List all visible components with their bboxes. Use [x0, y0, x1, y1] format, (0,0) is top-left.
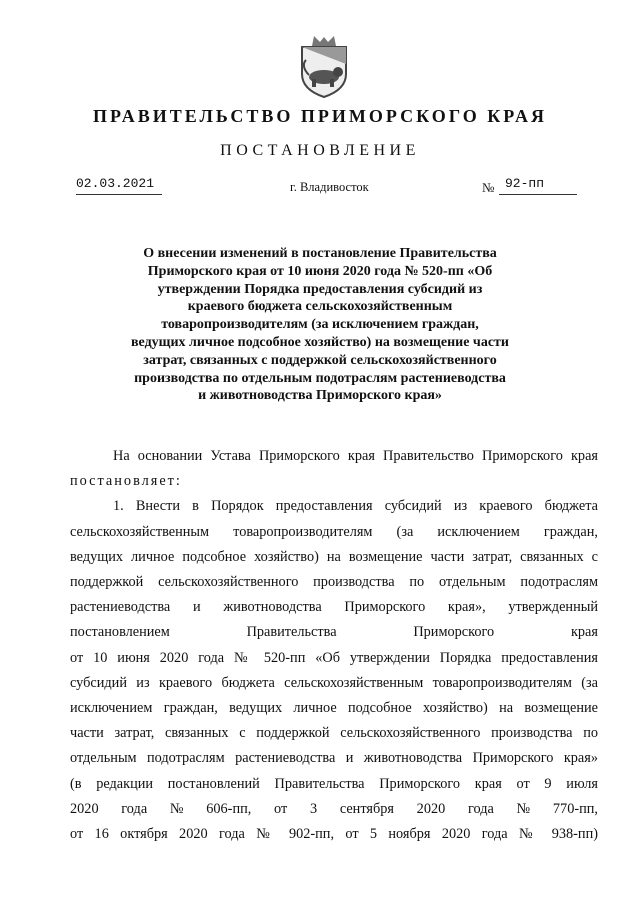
body-word: №	[516, 800, 531, 817]
heading-line: Приморского края от 10 июня 2020 года № 520-пп «Об	[147, 263, 493, 279]
heading-line: ведущих личное подсобное хозяйство) на возмещение части	[131, 334, 509, 350]
document-city: г. Владивосток	[290, 180, 369, 194]
body-word: №	[169, 800, 184, 817]
body-word: года	[121, 800, 148, 817]
body-line: исключением граждан, ведущих личное подсобное хозяйство) на возмещение	[70, 700, 598, 717]
body-line: сельскохозяйственным товаропроизводителям (за исключением граждан,	[70, 523, 598, 540]
body-line: ведущих личное подсобное хозяйство) на возмещение части затрат, связанных с	[70, 548, 598, 565]
document-type: ПОСТАНОВЛЕНИЕ	[220, 142, 420, 159]
body-word: Приморского	[413, 624, 495, 641]
body-word: Правительства	[246, 624, 337, 641]
body-line: от 16 октября 2020 года № 902-пп, от 5 ноября 2020 года № 938-пп)	[70, 826, 598, 843]
heading-line: производства по отдельным подотраслям растениеводства	[134, 370, 506, 386]
body-line: (в редакции постановлений Правительства Приморского края от 9 июля	[70, 775, 598, 792]
body-line: На основании Устава Приморского края Правительство Приморского края	[113, 448, 598, 464]
body-word: сентября	[339, 800, 394, 817]
body-line: отдельным подотраслям растениеводства и животноводства Приморского края»	[70, 750, 598, 767]
body-line: постановляет:	[70, 473, 182, 490]
body-line: от 10 июня 2020 года № 520-пп «Об утверждении Порядка предоставления	[70, 649, 598, 666]
document-body	[70, 444, 598, 847]
body-word: 3	[309, 800, 318, 817]
government-title: ПРАВИТЕЛЬСТВО ПРИМОРСКОГО КРАЯ	[93, 106, 547, 126]
body-line: поддержкой сельскохозяйственного производства по отдельным подотраслям	[70, 574, 598, 591]
document-heading	[90, 245, 550, 405]
primorsky-coat-of-arms-icon	[292, 34, 356, 98]
heading-line: утверждении Порядка предоставления субсидий из	[157, 281, 483, 297]
heading-line: краевого бюджета сельскохозяйственным	[187, 299, 453, 315]
body-line: 1. Внести в Порядок предоставления субсидий из краевого бюджета	[113, 498, 598, 515]
heading-line: О внесении изменений в постановление Правительства	[143, 246, 497, 261]
body-word: 2020	[70, 800, 99, 817]
heading-line: товаропроизводителям (за исключением граждан,	[161, 317, 479, 333]
body-line: части затрат, связанных с поддержкой сельскохозяйственного производства по	[70, 725, 598, 742]
date-underline	[76, 194, 162, 195]
number-sign: №	[482, 180, 495, 195]
body-line: субсидий из краевого бюджета сельскохозяйственным товаропроизводителям (за	[70, 674, 598, 691]
heading-line: затрат, связанных с поддержкой сельскохозяйственного	[143, 352, 497, 368]
heading-line: и животноводства Приморского края»	[198, 388, 442, 404]
body-word: 2020	[416, 800, 446, 817]
body-line	[70, 620, 598, 645]
body-word: края	[570, 624, 598, 641]
body-word: 770-пп,	[552, 800, 598, 817]
number-underline	[499, 194, 577, 195]
body-word: года	[467, 800, 494, 817]
body-line: растениеводства и животноводства Приморского края», утвержденный	[70, 599, 598, 616]
body-word: 606-пп,	[206, 800, 252, 817]
body-line	[70, 797, 598, 822]
document-date: 02.03.2021	[76, 176, 155, 191]
body-word: от	[274, 800, 288, 817]
body-word: постановлением	[70, 624, 170, 641]
document-number: 92-пп	[505, 176, 545, 191]
